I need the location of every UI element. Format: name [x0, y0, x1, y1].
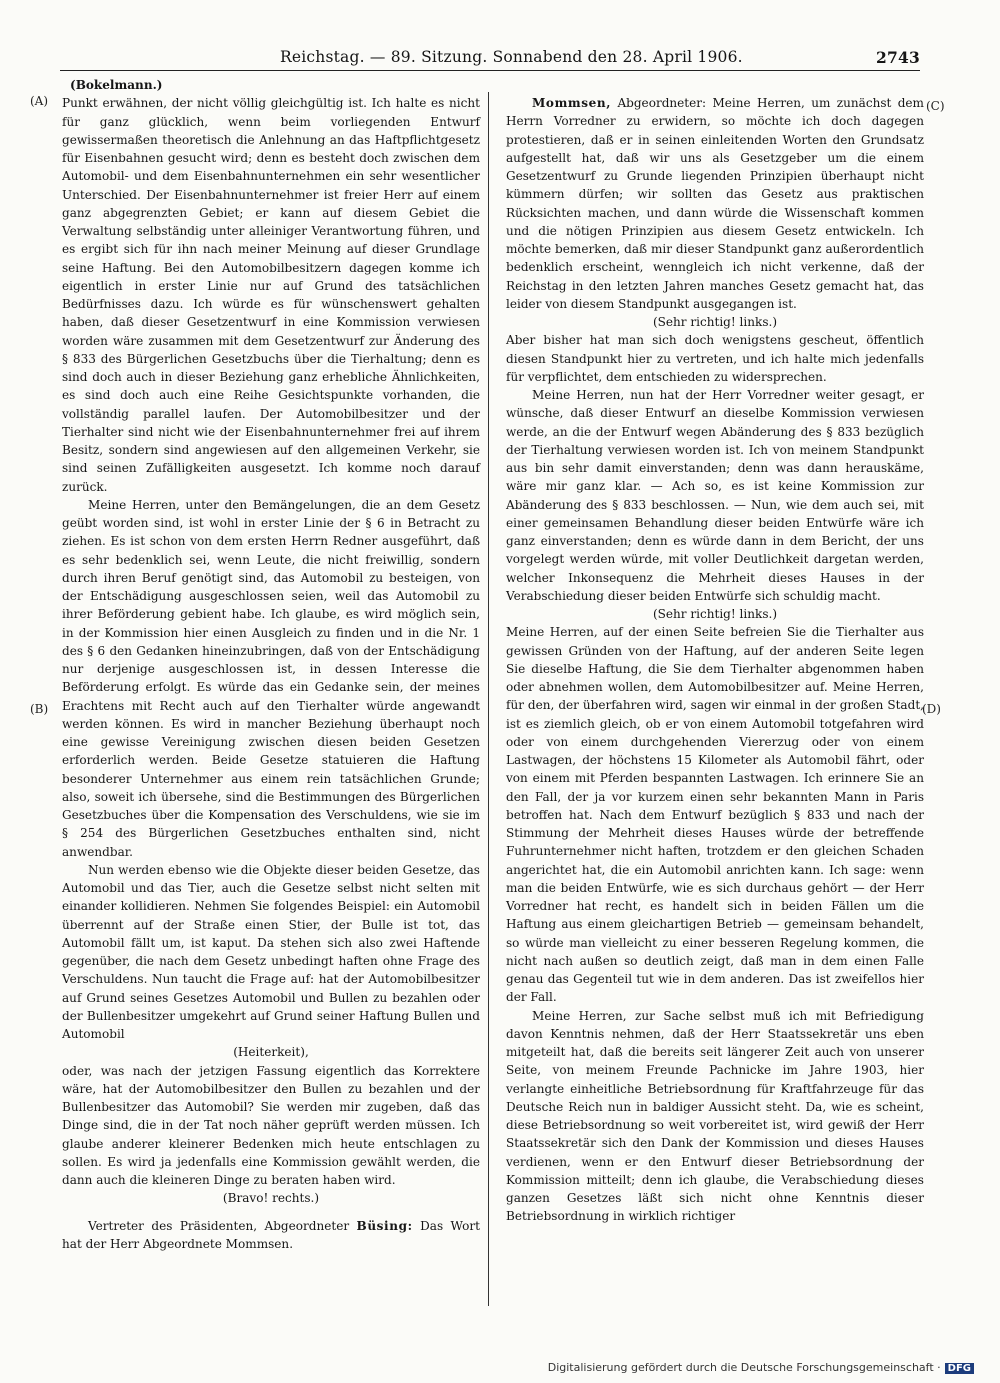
footer-text: Digitalisierung gefördert durch die Deutsche Forschungsgemeinschaft · [547, 1361, 941, 1374]
speaker-name: Mommsen, [532, 96, 612, 110]
margin-mark-b: (B) [30, 702, 49, 716]
chair-role: Vertreter des Präsidenten, Abgeordneter [88, 1218, 350, 1233]
paragraph: Meine Herren, nun hat der Herr Vorredner weiter gesagt, er wünsche, daß dieser Entwurf an dieselbe Kommission verwiesen werde, an die der Entwurf wegen Abänderung des § 833 bezüglich der Tierhaltung verwiesen worden ist. Ich von meinem Standpunkt aus bin sehr damit einverstanden; denn was dann herauskäme, wäre mir ganz klar. — Ach so, es ist keine Kommission zur Abänderung des § 833 beschlossen. — Nun, wie dem auch sei, mit einer gemeinsamen Behandlung dieser beiden Entwürfe wäre ich ganz einverstanden; denn es würde dann in dem Bericht, der uns vorgelegt werden würde, mit voller Deutlichkeit dargetan werden, welcher Inkonsequenz die Mehrheit dieses Hauses in der Verabschiedung dieser beiden Entwürfe sich schuldig macht. [506, 388, 924, 603]
paragraph-chair [62, 1217, 480, 1254]
dfg-logo: DFG [945, 1363, 974, 1374]
chair-name: Büsing: [356, 1218, 413, 1233]
interjection: (Bravo! rechts.) [222, 1191, 320, 1206]
interjection: (Sehr richtig! links.) [652, 315, 778, 329]
paragraph: Meine Herren, zur Sache selbst muß ich mit Befriedigung davon Kenntnis nehmen, daß der Herr Staatssekretär uns eben mitgeteilt hat, daß die bereits seit längerer Zeit auch von unserer Seite, von meinem Freunde Pachnicke im Jahre 1903, hier verlangte einheitliche Betriebsordnung für Kraftfahrzeuge für das Deutsche Reich nun in baldiger Aussicht steht. Da, wie es scheint, diese Betriebsordnung so weit vorbereitet ist, wird gewiß der Herr Staatssekretär sich den Dank der Kommission und dieses Hauses verdienen, wenn er den Entwurf dieser Betriebsordnung der Kommission mitteilt; denn ich glaube, die Verabschiedung dieses ganzen Gesetzes läßt sich nicht ohne Kenntnis dieser Betriebsordnung in wirklich richtiger [506, 1008, 924, 1224]
paragraph: oder, was nach der jetzigen Fassung eigentlich das Korrektere wäre, hat der Automobilbesitzer den Bullen zu bezahlen und der Bullenbesitzer das Automobil? Sie werden mir zugeben, daß das Dinge sind, die in der Tat noch näher geprüft werden müssen. Ich glaube anderer kleinerer Bedenken mich heute entschlagen zu sollen. Es wird ja jedenfalls eine Kommission gewählt werden, die dann auch die kleineren Dinge zu beraten haben wird. [62, 1063, 480, 1187]
speaker-label: (Bokelmann.) [70, 78, 163, 92]
footer-credit [548, 1361, 974, 1374]
paragraph: Aber bisher hat man sich doch wenigstens gescheut, öffentlich diesen Standpunkt hier zu vertreten, und ich halte mich jedenfalls für verpflichtet, dem entschieden zu widersprechen. [506, 333, 924, 384]
left-column [62, 76, 480, 1253]
running-title: Reichstag. — 89. Sitzung. Sonnabend den 28. April 1906. [280, 48, 743, 66]
page-number: 2743 [876, 48, 920, 67]
paragraph: Nun werden ebenso wie die Objekte dieser beiden Gesetze, das Automobil und das Tier, auch die Gesetze selbst nicht selten mit einander kollidieren. Nehmen Sie folgendes Beispiel: ein Automobil überrennt auf der Straße einen Stier, der Bulle ist tot, das Automobil fällt um, ist kaput. Da stehen sich also zwei Haftende gegenüber, die nach dem Gesetz unbedingt haften ohne Frage des Verschuldens. Nun taucht die Frage auf: hat der Automobilbesitzer auf Grund seines Gesetzes Automobil und Bullen zu bezahlen oder der Bullenbesitzer umgekehrt auf Grund seiner Haftung Bullen und Automobil [62, 862, 480, 1041]
margin-mark-c: (C) [926, 99, 945, 113]
right-column [506, 76, 924, 1226]
paragraph-speaker [506, 94, 924, 313]
paragraph: Meine Herren, auf der einen Seite befreien Sie die Tierhalter aus gewissen Gründen von der Haftung, auf der anderen Seite legen Sie dieselbe Haftung, die Sie dem Tierhalter abgenommen haben oder abnehmen wollen, dem Automobilbesitzer auf. Meine Herren, für den, der überfahren wird, sagen wir einmal in der großen Stadt, ist es ziemlich gleich, ob er von einem Automobil totgefahren wird oder von einem durchgehenden Viererzug oder von einem Lastwagen, der höchstens 15 Kilometer als Automobil fährt, oder von einem mit Pferden bespannten Lastwagen. Ich erinnere Sie an den Fall, der ja vor kurzem einen sehr bekannten Mann in Paris betroffen hat. Nach dem Entwurf bezüglich § 833 und nach der Stimmung der Mehrheit dieses Hauses würde der betreffende Fuhrunternehmer nicht haften, trotzdem er den gleichen Schaden angerichtet hat, die ein Automobil anrichten kann. Ich sage: wenn man die beiden Entwürfe, wie es sich durchaus gehört — der Herr Vorredner hat recht, es handelt sich in beiden Fällen um die Haftung aus einem gleichartigen Betrieb — gemeinsam behandelt, so würde man vielleicht zu einer besseren Regelung kommen, die nicht nach außen so deutlich zeigt, daß man in dem einen Falle genau das Gegenteil tut wie in dem anderen. Das ist zweifellos hier der Fall. [506, 625, 924, 1005]
interjection: (Sehr richtig! links.) [652, 607, 778, 621]
paragraph: Meine Herren, unter den Bemängelungen, die an dem Gesetz geübt worden sind, ist wohl in erster Linie der § 6 in Betracht zu ziehen. Es ist schon von dem ersten Herrn Redner ausgeführt, daß es sehr bedenklich sei, wenn Leute, die nicht freiwillig, sondern durch ihren Beruf genötigt sind, das Automobil zu besteigen, von der Entschädigung ausgeschlossen seien, weil das Automobil zu ihrer Beförderung gebient habe. Ich glaube, es wird möglich sein, in der Kommission hier einen Ausgleich zu finden und in die Nr. 1 des § 6 den Gedanken hineinzubringen, daß von der Entschädigung nur derjenige ausgeschlossen ist, in dessen Interesse die Beförderung erfolgt. Es würde das ein Gedanke sein, der meines Erachtens mit Recht auch auf den Tierhalter würde angewandt werden können. Es wird in mancher Beziehung überhaupt noch eine gewisse Vereinigung zwischen diesen beiden Gesetzen erforderlich werden. Beide Gesetze statuieren die Haftung besonderer Unternehmer aus einem rein tatsächlichen Grunde; also, soweit ich übersehe, sind die Bestimmungen des Bürgerlichen Gesetzbuches über die Kompensation des Verschuldens, wie sie im § 254 des Bürgerlichen Gesetzbuches enthalten sind, nicht anwendbar. [62, 497, 480, 859]
chair-text: Das Wort hat der Herr Abgeordnete Mommsen. [62, 1218, 480, 1251]
interjection: (Heiterkeit), [233, 1045, 309, 1060]
margin-mark-a: (A) [30, 94, 49, 108]
margin-mark-d: (D) [922, 702, 941, 716]
column-divider [488, 92, 489, 1306]
speaker-text: Abgeordneter: Meine Herren, um zunächst dem Herrn Vorredner zu erwidern, so möchte ich doch dagegen protestieren, daß er in seinen einleitenden Worten den Grundsatz aufgestellt hat, daß wir uns als Gesetzgeber um die einem Gesetzentwurf zu Grunde liegenden Prinzipien überhaupt nicht kümmern dürfen; wir sollten das Gesetz aus praktischen Rücksichten machen, und dann würde die Wissenschaft kommen und die nötigen Prinzipien aus diesem Gesetz entwickeln. Ich möchte bemerken, daß mir dieser Standpunkt ganz außerordentlich bedenklich erscheint, wenngleich ich nicht verkenne, daß der Reichstag in den letzten Jahren manches Gesetz gemacht hat, das leider von diesem Standpunkt ausgegangen ist. [506, 96, 924, 311]
header-rule [60, 70, 920, 71]
page-header [60, 46, 920, 70]
paragraph: Punkt erwähnen, der nicht völlig gleichgültig ist. Ich halte es nicht für ganz glücklich, wenn beim vorliegenden Entwurf gewissermaßen theoretisch die Anlehnung an das Haftpflichtgesetz für Eisenbahnen gesucht wird; denn es besteht doch zwischen dem Automobil- und dem Eisenbahnunternehmen ein sehr wesentlicher Unterschied. Der Eisenbahnunternehmer ist freier Herr auf einem ganz abgegrenzten Gebiet; er kann auf diesem Gebiet die Verwaltung selbständig unter alleiniger Verantwortung führen, und es ergibt sich für ihn nach meiner Meinung auf dieser Grundlage seine Haftung. Bei den Automobilbesitzern dagegen komme ich eigentlich in erster Linie nur auf Grund des tatsächlichen Bedürfnisses dazu. Ich würde es für wünschenswert gehalten haben, daß dieser Gesetzentwurf in eine Kommission verwiesen worden wäre zusammen mit dem Gesetzentwurf zur Änderung des § 833 des Bürgerlichen Gesetzbuchs über die Tierhaltung; denn es sind doch auch in dieser Beziehung ganz erhebliche Ähnlichkeiten, es sind doch auch eine Reihe Gesichtspunkte vorhanden, die vollständig parallel laufen. Der Automobilbesitzer und der Tierhalter sind nicht wie der Eisenbahnunternehmer frei auf ihrem Besitz, sondern sind angewiesen auf den allgemeinen Verkehr, sie sind seinen Zufälligkeiten ausgesetzt. Ich komme noch darauf zurück. [62, 96, 480, 494]
